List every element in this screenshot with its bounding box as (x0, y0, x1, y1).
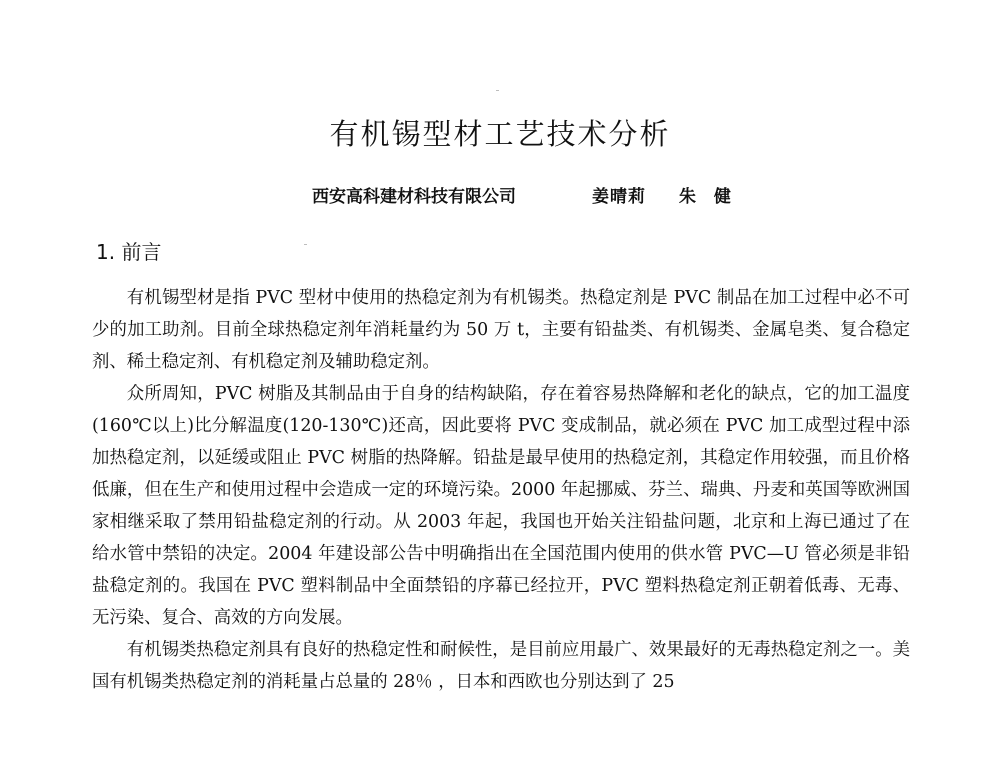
author-organization: 西安高科建材科技有限公司 (312, 187, 516, 207)
author-name-2: 朱 健 (679, 187, 737, 207)
paragraph-1: 有机锡型材是指 PVC 型材中使用的热稳定剂为有机锡类。热稳定剂是 PVC 制品在加工过程中必不可少的加工助剂。目前全球热稳定剂年消耗量约为 50 万 t，主要有铅盐类、有机锡类、金属皂类、复合稳定剂、稀土稳定剂、有机稳定剂及辅助稳定剂。 (92, 288, 910, 372)
scan-speck (304, 244, 307, 245)
body-text (92, 282, 910, 698)
section-heading: 1. 前言 (96, 240, 162, 264)
paragraph-3: 有机锡类热稳定剂具有良好的热稳定性和耐候性，是目前应用最广、效果最好的无毒热稳定剂之一。美国有机锡类热稳定剂的消耗量占总量的 28％ ，日本和西欧也分别达到了 25 (92, 640, 910, 692)
scan-speck (496, 90, 499, 91)
paragraph-2: 众所周知，PVC 树脂及其制品由于自身的结构缺陷，存在着容易热降解和老化的缺点，它的加工温度(160℃以上)比分解温度(120-130℃)还高，因此要将 PVC 变成制品，就必须在 PVC 加工成型过程中添加热稳定剂，以延缓或阻止 PVC 树脂的热降解。铅盐是最早使用的热稳定剂，其稳定作用较强，而且价格低廉，但在生产和使用过程中会造成一定的环境污染。2000 年起挪威、芬兰、瑞典、丹麦和英国等欧洲国家相继采取了禁用铅盐稳定剂的行动。从 2003 年起，我国也开始关注铅盐问题，北京和上海已通过了在给水管中禁铅的决定。2004 年建设部公告中明确指出在全国范围内使用的供水管 PVC—U 管必须是非铅盐稳定剂的。我国在 PVC 塑料制品中全面禁铅的序幕已经拉开，PVC 塑料热稳定剂正朝着低毒、无毒、无污染、复合、高效的方向发展。 (92, 384, 910, 628)
author-name-1: 姜晴莉 (592, 187, 646, 207)
document-title: 有机锡型材工艺技术分析 (329, 117, 671, 151)
